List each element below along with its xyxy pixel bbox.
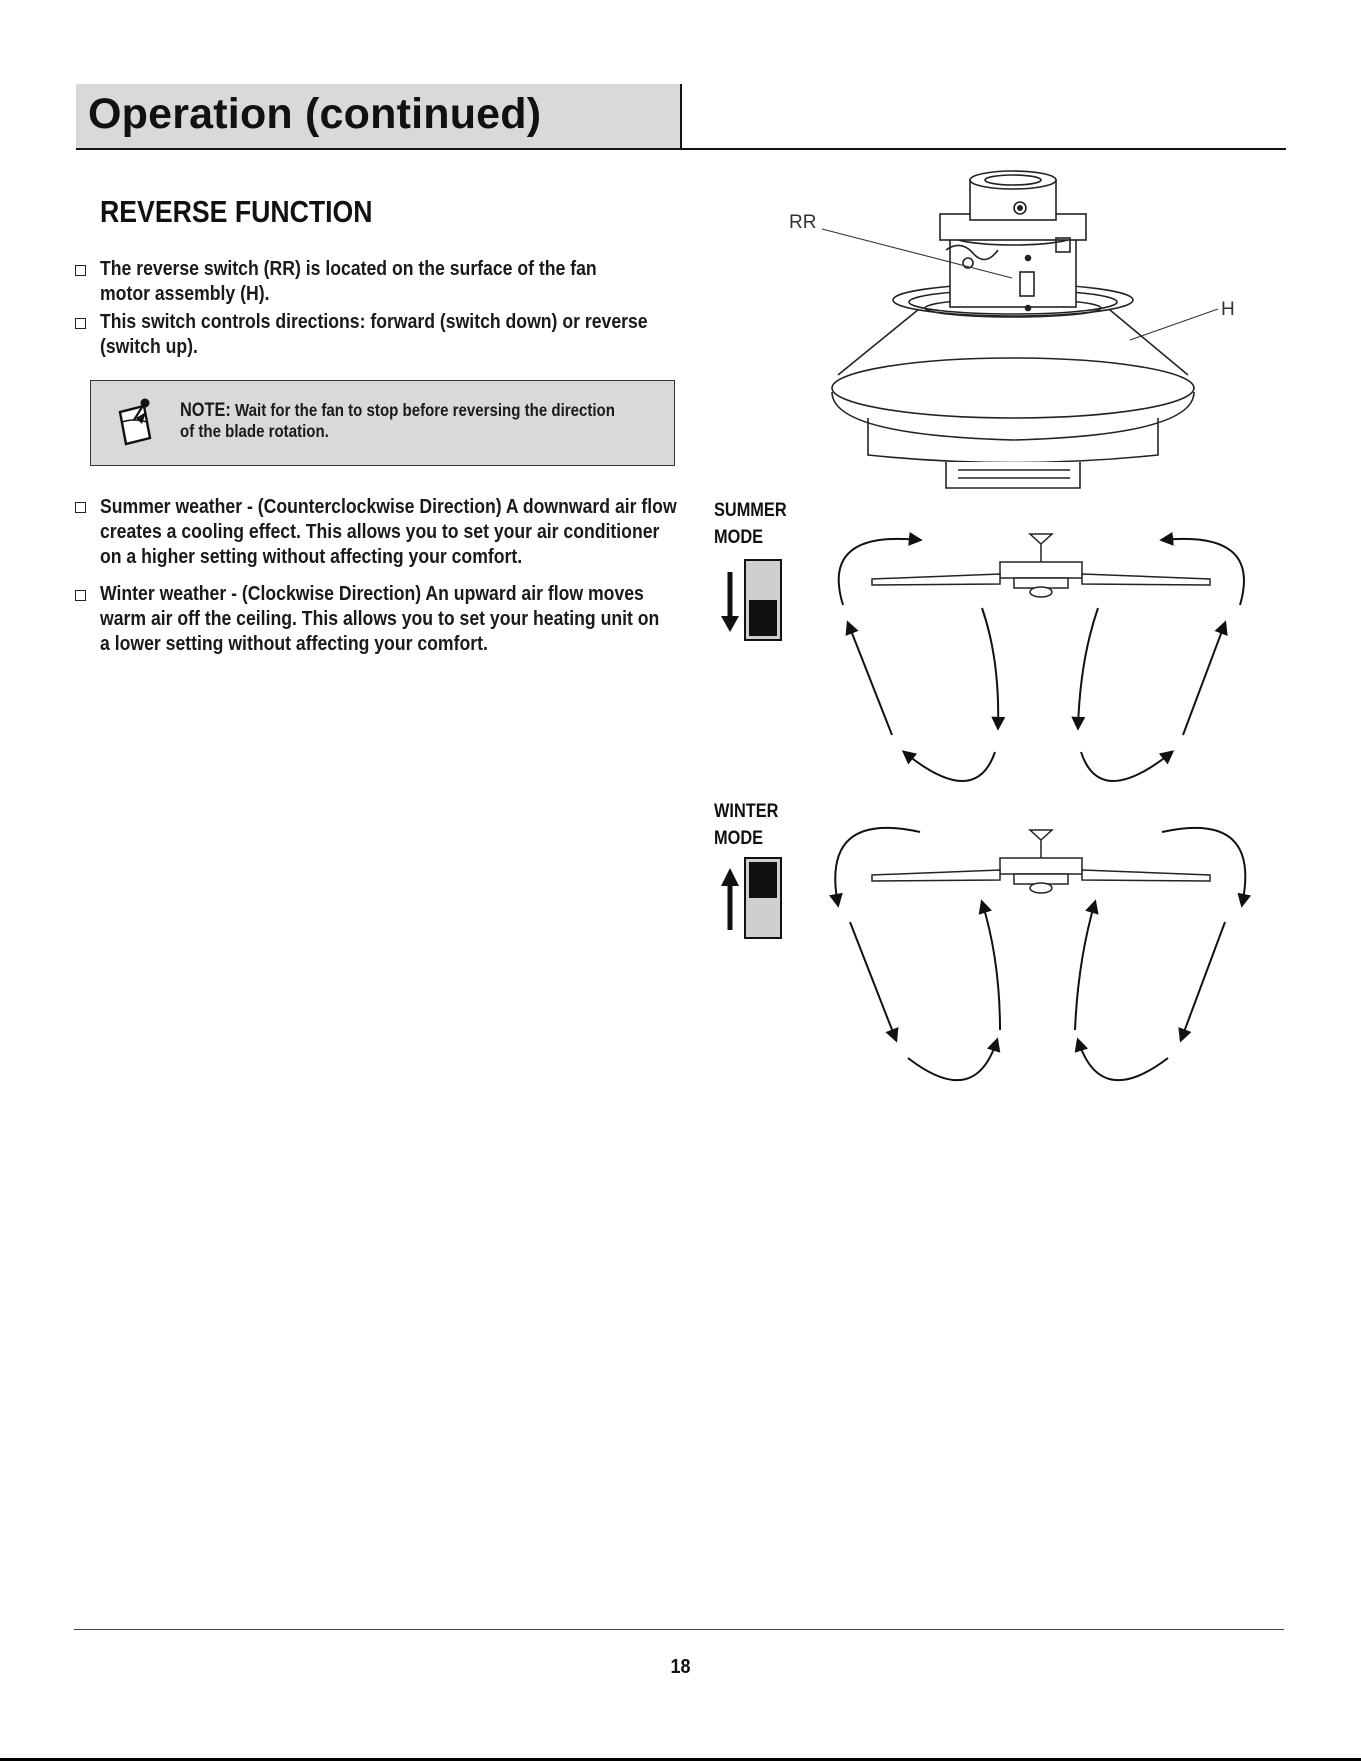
text-line: (switch up). [100,335,198,358]
footer-rule [74,1629,1284,1630]
summer-mode-label [714,497,787,551]
text-line: The reverse switch (RR) is located on the surface of the fan [100,257,597,280]
summer-switch-illustration [721,560,781,640]
callout-rr-label: RR [789,212,817,233]
page-title: Operation (continued) [88,90,542,138]
callout-line-h [1130,309,1218,340]
text-line: on a higher setting without affecting your comfort. [100,545,523,568]
winter-mode-label [714,798,778,852]
text-line: motor assembly (H). [100,282,270,305]
text-line: creates a cooling effect. This allows you to set your air conditioner [100,520,660,543]
text-line: Winter weather - (Clockwise Direction) An upward air flow moves [100,582,644,605]
text-line: a lower setting without affecting your comfort. [100,632,488,655]
winter-mode-line2: MODE [714,828,764,849]
callout-h-label: H [1221,299,1235,320]
text-line: Summer weather - (Counterclockwise Direction) A downward air flow [100,495,677,518]
note-body-line2: of the blade rotation. [180,421,329,441]
text-line: This switch controls directions: forward (switch down) or reverse [100,310,648,333]
winter-fan-illustration [872,830,1210,893]
winter-switch-illustration [721,858,781,938]
note-label: NOTE: [180,400,231,421]
text-line: warm air off the ceiling. This allows you to set your heating unit on [100,607,660,630]
motor-assembly-illustration [832,171,1194,488]
summer-mode-line2: MODE [714,527,764,548]
page-number: 18 [670,1656,691,1678]
note-body: Wait for the fan to stop before reversing the direction [235,400,615,420]
winter-mode-line1: WINTER [714,801,779,822]
summer-fan-illustration [872,534,1210,597]
summer-mode-line1: SUMMER [714,500,787,521]
section-title: REVERSE FUNCTION [100,194,373,229]
